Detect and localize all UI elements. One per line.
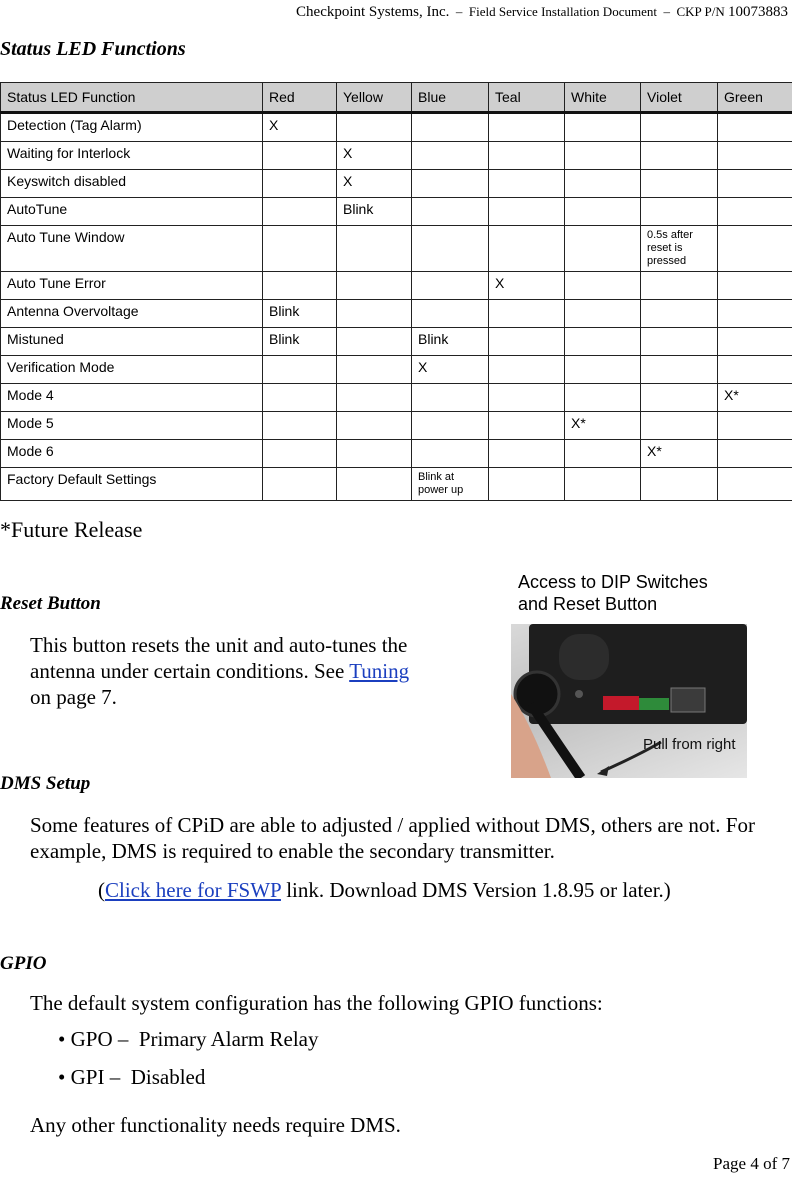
footnote: *Future Release <box>0 517 143 542</box>
ethernet-port <box>671 688 705 712</box>
led-state-cell <box>565 468 641 501</box>
led-state-cell <box>565 384 641 412</box>
led-state-cell <box>718 113 792 142</box>
led-state-cell <box>641 272 718 300</box>
led-state-cell <box>565 142 641 170</box>
led-state-cell <box>565 300 641 328</box>
led-state-cell: Blink <box>337 198 412 226</box>
led-state-cell: 0.5s after reset is pressed <box>641 226 718 272</box>
led-state-cell: X* <box>641 440 718 468</box>
led-state-cell: Blink <box>412 328 489 356</box>
led-state-cell: X <box>489 272 565 300</box>
company-name: Checkpoint Systems, Inc. <box>296 4 450 20</box>
led-state-cell <box>489 384 565 412</box>
led-state-cell <box>337 412 412 440</box>
led-state-cell <box>263 226 337 272</box>
bullet-text: GPO – Primary Alarm Relay <box>70 1027 319 1051</box>
bullet-dot: • <box>58 1065 66 1089</box>
led-state-cell <box>263 356 337 384</box>
led-state-cell <box>718 226 792 272</box>
reset-description <box>30 632 470 710</box>
led-state-cell <box>489 412 565 440</box>
led-state-cell <box>489 356 565 384</box>
function-name-cell: Waiting for Interlock <box>1 142 263 170</box>
device-illustration <box>511 624 747 778</box>
table-row <box>1 328 792 356</box>
led-state-cell <box>718 440 792 468</box>
function-name-cell: Mode 4 <box>1 384 263 412</box>
led-state-cell <box>718 328 792 356</box>
led-state-cell <box>337 300 412 328</box>
led-state-cell <box>263 440 337 468</box>
led-state-cell: Blink at power up <box>412 468 489 501</box>
function-name-cell: Keyswitch disabled <box>1 170 263 198</box>
column-header: Green <box>718 83 792 113</box>
led-state-cell <box>718 198 792 226</box>
led-state-cell <box>489 468 565 501</box>
table-row <box>1 356 792 384</box>
table-row <box>1 170 792 198</box>
led-state-cell <box>412 226 489 272</box>
led-state-cell <box>641 170 718 198</box>
gpio-intro: The default system configuration has the following GPIO functions: <box>30 991 603 1015</box>
led-state-cell <box>337 272 412 300</box>
led-state-cell <box>641 300 718 328</box>
gpio-heading: GPIO <box>0 953 47 974</box>
led-state-cell <box>263 412 337 440</box>
table-header-row <box>1 83 792 113</box>
led-state-cell <box>641 356 718 384</box>
led-state-cell: X* <box>718 384 792 412</box>
photo-caption-line: Access to DIP Switches <box>518 572 708 592</box>
led-state-cell <box>641 198 718 226</box>
led-state-cell: Blink <box>263 300 337 328</box>
led-state-cell <box>565 170 641 198</box>
led-state-cell <box>337 328 412 356</box>
led-state-cell <box>263 384 337 412</box>
led-state-cell: X <box>263 113 337 142</box>
led-state-cell <box>412 142 489 170</box>
function-name-cell: Detection (Tag Alarm) <box>1 113 263 142</box>
table-row <box>1 300 792 328</box>
reset-text-tail: on page 7. <box>30 685 117 709</box>
led-state-cell <box>337 226 412 272</box>
led-state-cell <box>489 142 565 170</box>
led-state-cell <box>489 198 565 226</box>
photo-caption <box>518 571 708 615</box>
led-state-cell <box>489 440 565 468</box>
led-state-cell <box>412 198 489 226</box>
column-header: Blue <box>412 83 489 113</box>
led-state-cell <box>718 300 792 328</box>
function-name-cell: Verification Mode <box>1 356 263 384</box>
led-state-cell <box>412 384 489 412</box>
table-row <box>1 440 792 468</box>
led-state-cell <box>337 113 412 142</box>
gpio-bullet-item <box>58 1065 205 1090</box>
led-state-cell <box>565 113 641 142</box>
led-state-cell <box>337 440 412 468</box>
led-state-cell <box>641 328 718 356</box>
function-name-cell: Antenna Overvoltage <box>1 300 263 328</box>
led-state-cell <box>565 272 641 300</box>
led-state-cell <box>337 356 412 384</box>
led-state-cell <box>718 142 792 170</box>
circuit-board <box>639 698 669 710</box>
paren: ( <box>98 878 105 902</box>
table-row <box>1 226 792 272</box>
led-state-cell: X <box>412 356 489 384</box>
photo-caption-line: and Reset Button <box>518 594 658 614</box>
fswp-text: link. Download DMS Version 1.8.95 or later.) <box>280 878 671 902</box>
function-name-cell: Mode 5 <box>1 412 263 440</box>
led-state-cell <box>565 226 641 272</box>
table-row <box>1 198 792 226</box>
pull-from-right-label: Pull from right <box>643 736 736 753</box>
part-number-label: CKP P/N <box>676 4 725 19</box>
function-name-cell: Factory Default Settings <box>1 468 263 501</box>
led-state-cell <box>263 272 337 300</box>
part-number: 10073883 <box>728 4 788 20</box>
column-header: Teal <box>489 83 565 113</box>
function-name-cell: Auto Tune Error <box>1 272 263 300</box>
tuning-link[interactable]: Tuning <box>349 659 410 683</box>
function-name-cell: AutoTune <box>1 198 263 226</box>
dip-switch-photo <box>511 624 747 778</box>
table-row <box>1 468 792 501</box>
dip-switch-block <box>603 696 639 710</box>
document-title: Field Service Installation Document <box>468 4 657 19</box>
table-row <box>1 412 792 440</box>
table-row <box>1 272 792 300</box>
led-state-cell <box>337 384 412 412</box>
led-state-cell <box>565 356 641 384</box>
function-name-cell: Mistuned <box>1 328 263 356</box>
led-state-cell <box>718 170 792 198</box>
gpio-outro: Any other functionality needs require DMS. <box>30 1113 401 1137</box>
reset-button-heading: Reset Button <box>0 593 101 614</box>
led-state-cell <box>263 170 337 198</box>
led-state-cell <box>565 440 641 468</box>
led-state-cell <box>718 412 792 440</box>
led-state-cell: Blink <box>263 328 337 356</box>
dms-paragraph: Some features of CPiD are able to adjusted / applied without DMS, others are not. For example, DMS is required to enable the secondary transmitter. <box>30 813 755 863</box>
led-state-cell <box>641 468 718 501</box>
led-state-cell <box>565 198 641 226</box>
led-state-cell <box>641 142 718 170</box>
reset-text: This button resets the unit and auto-tunes the antenna under certain conditions. See <box>30 633 408 683</box>
header-separator: – <box>455 4 463 19</box>
led-state-cell <box>412 272 489 300</box>
column-header: Status LED Function <box>1 83 263 113</box>
led-state-cell <box>489 300 565 328</box>
column-header: Violet <box>641 83 718 113</box>
bullet-dot: • <box>58 1027 66 1051</box>
led-state-cell <box>489 170 565 198</box>
fswp-link[interactable]: Click here for FSWP <box>105 878 281 902</box>
led-state-cell <box>565 328 641 356</box>
led-state-cell: X <box>337 142 412 170</box>
led-state-cell <box>718 356 792 384</box>
led-state-cell <box>263 468 337 501</box>
led-state-cell <box>263 198 337 226</box>
led-state-cell <box>718 468 792 501</box>
dms-setup-heading: DMS Setup <box>0 773 91 794</box>
led-state-cell <box>641 412 718 440</box>
table-row <box>1 384 792 412</box>
led-state-cell <box>412 170 489 198</box>
status-led-heading: Status LED Functions <box>0 38 186 60</box>
page-number: Page 4 of 7 <box>713 1154 790 1173</box>
column-header: White <box>565 83 641 113</box>
led-state-cell <box>489 226 565 272</box>
led-state-cell <box>337 468 412 501</box>
led-state-cell <box>412 113 489 142</box>
led-state-cell <box>641 384 718 412</box>
led-state-cell <box>412 412 489 440</box>
led-state-cell <box>263 142 337 170</box>
bullet-text: GPI – Disabled <box>70 1065 206 1089</box>
led-state-cell <box>489 113 565 142</box>
fswp-line <box>98 877 671 903</box>
function-name-cell: Auto Tune Window <box>1 226 263 272</box>
led-state-cell: X* <box>565 412 641 440</box>
gpio-bullet-item <box>58 1027 319 1052</box>
header-separator: – <box>663 4 670 19</box>
table-row <box>1 113 792 142</box>
led-state-cell <box>412 300 489 328</box>
led-state-cell <box>641 113 718 142</box>
led-state-cell <box>412 440 489 468</box>
table-row <box>1 142 792 170</box>
column-header: Red <box>263 83 337 113</box>
column-header: Yellow <box>337 83 412 113</box>
led-state-cell: X <box>337 170 412 198</box>
function-name-cell: Mode 6 <box>1 440 263 468</box>
led-state-cell <box>489 328 565 356</box>
document-header <box>296 0 788 24</box>
led-state-cell <box>718 272 792 300</box>
status-led-table <box>0 82 792 501</box>
